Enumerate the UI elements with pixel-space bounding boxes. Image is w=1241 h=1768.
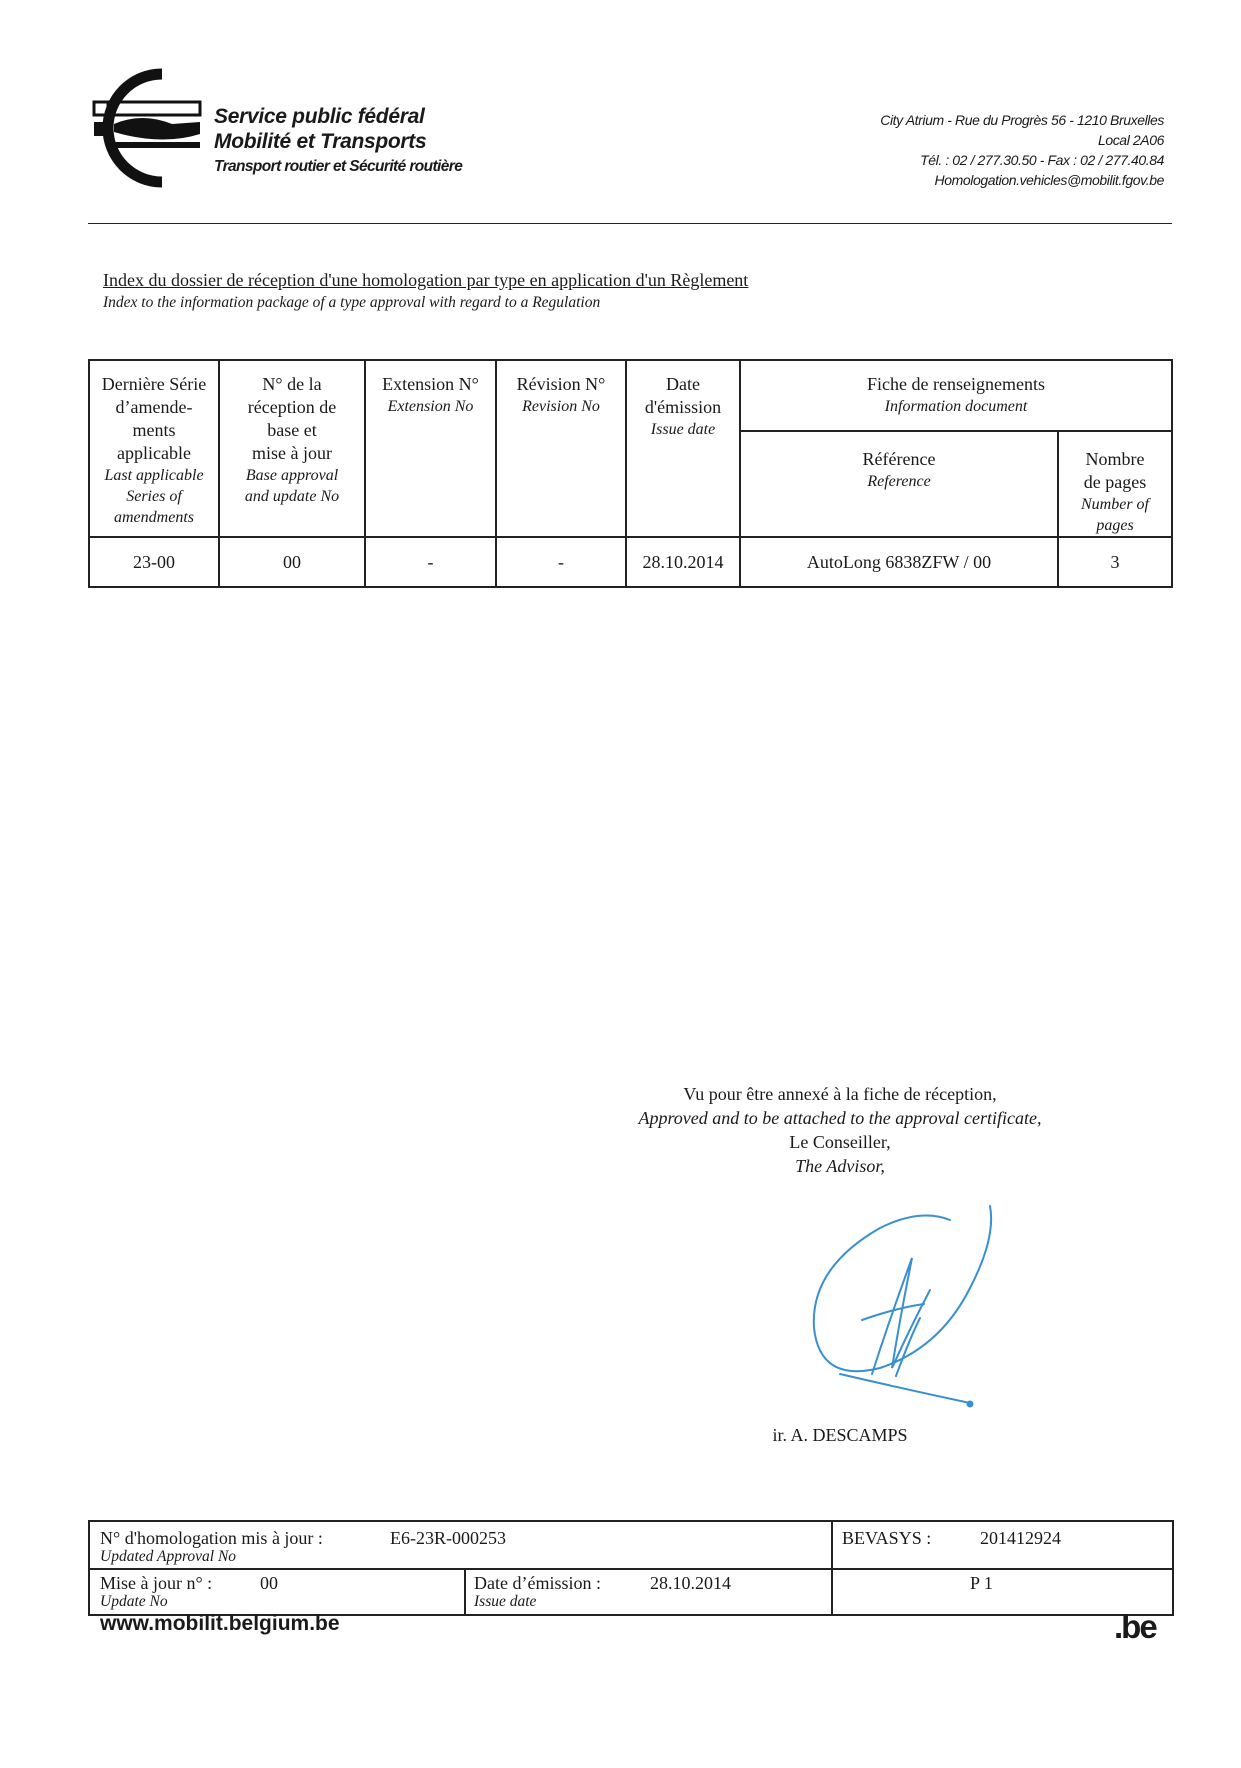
signatory-name: ir. A. DESCAMPS — [772, 1425, 908, 1445]
cell-reference: AutoLong 6838ZFW / 00 — [740, 537, 1058, 587]
cell-series: 23-00 — [89, 537, 219, 587]
approval-statement-en: Approved and to be attached to the approval certificate, — [638, 1108, 1042, 1128]
address-line: Local 2A06 — [1097, 132, 1164, 148]
document-title-en: Index to the information package of a type approval with regard to a Regulation — [103, 294, 601, 311]
role-en: The Advisor, — [795, 1156, 885, 1176]
address-line: Tél. : 02 / 277.30.50 - Fax : 02 / 277.40.84 — [920, 152, 1164, 168]
table-row — [89, 537, 1172, 587]
issue-date-label-en: Issue date — [474, 1593, 537, 1610]
header-reference: Référence Reference — [740, 431, 1058, 537]
organization-name — [214, 104, 462, 178]
org-line-2: Mobilité et Transports — [214, 130, 427, 153]
update-number-label: Mise à jour n° : — [100, 1573, 213, 1593]
org-line-3: Transport routier et Sécurité routière — [214, 158, 463, 175]
bevasys-value: 201412924 — [980, 1528, 1061, 1548]
approval-number-value: E6-23R-000253 — [390, 1528, 506, 1548]
header-base-approval: N° de la réception de base et mise à jour Base approval and update No — [219, 360, 365, 537]
header-issue-date: Date d'émission Issue date — [626, 360, 740, 537]
header-information-document: Fiche de renseignements Information document — [740, 360, 1172, 431]
role-fr: Le Conseiller, — [789, 1132, 891, 1152]
org-line-1: Service public fédéral — [214, 105, 425, 128]
header-number-of-pages: Nombre de pages Number of pages — [1058, 431, 1172, 537]
handwritten-signature — [800, 1198, 1000, 1420]
footer-divider — [90, 1568, 1172, 1570]
document-title-fr: Index du dossier de réception d'une homologation par type en application d'un Règlement — [103, 270, 749, 290]
approval-number-label-en: Updated Approval No — [100, 1548, 237, 1565]
header-revision: Révision N° Revision No — [496, 360, 626, 537]
page-number: P 1 — [970, 1573, 993, 1593]
header-last-series: Dernière Série d’amende- ments applicable Last applicable Series of amendments — [89, 360, 219, 537]
cell-extension: - — [365, 537, 496, 587]
approval-statement — [560, 1082, 1120, 1178]
header-extension: Extension N° Extension No — [365, 360, 496, 537]
address-block — [880, 110, 1164, 190]
footer-approval-box — [88, 1520, 1174, 1616]
issue-date-label: Date d’émission : — [474, 1573, 601, 1593]
update-number-label-en: Update No — [100, 1593, 168, 1610]
cell-pages: 3 — [1058, 537, 1172, 587]
header-divider — [88, 223, 1172, 224]
fps-mobility-logo — [92, 68, 202, 188]
address-email: Homologation.vehicles@mobilit.fgov.be — [934, 172, 1164, 188]
footer-divider — [831, 1522, 833, 1614]
information-package-index-table — [88, 359, 1173, 588]
update-number-value: 00 — [260, 1573, 278, 1593]
approval-number-label: N° d'homologation mis à jour : — [100, 1528, 323, 1548]
cell-base-approval: 00 — [219, 537, 365, 587]
cell-issue-date: 28.10.2014 — [626, 537, 740, 587]
footer-divider — [464, 1568, 466, 1614]
website-link[interactable]: www.mobilit.belgium.be — [100, 1612, 340, 1635]
issue-date-value: 28.10.2014 — [650, 1573, 731, 1593]
address-line: City Atrium - Rue du Progrès 56 - 1210 Bruxelles — [880, 112, 1164, 128]
bevasys-label: BEVASYS : — [842, 1528, 932, 1548]
cell-revision: - — [496, 537, 626, 587]
be-domain-logo: .be — [1114, 1608, 1156, 1645]
approval-statement-fr: Vu pour être annexé à la fiche de réception, — [683, 1084, 997, 1104]
